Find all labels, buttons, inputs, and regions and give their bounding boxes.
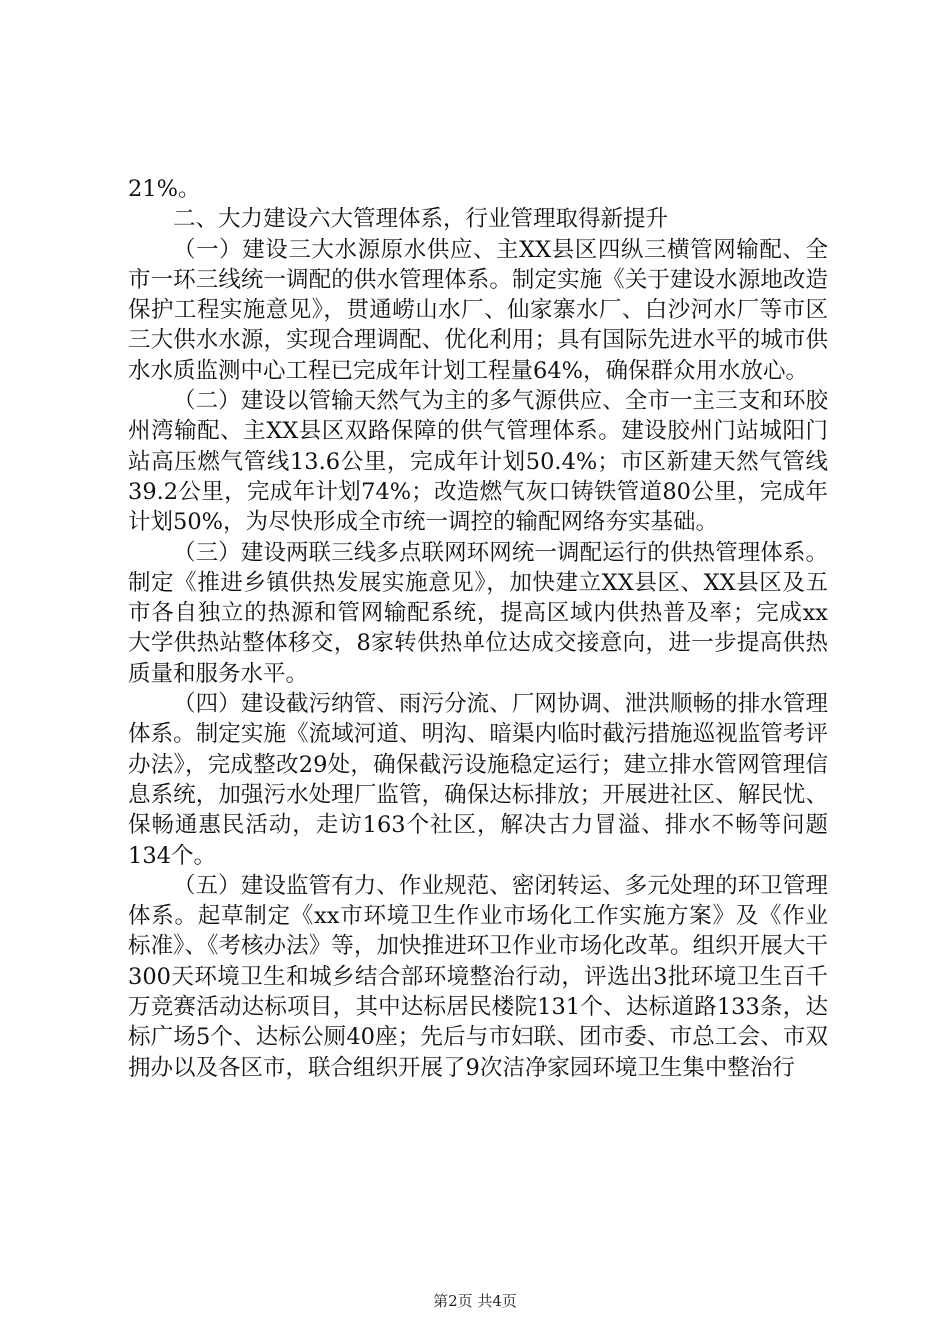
paragraph-continuation: 21%。: [128, 176, 201, 202]
paragraph-drainage: （四）建设截污纳管、雨污分流、厂网协调、泄洪顺畅的排水管理体系。制定实施《流域河道、明沟、暗渠内临时截污措施巡视监管考评办法》，完成整改29处，确保截污设施稳定运行；建立排水管网管理信息系统，加强污水处理厂监管，确保达标排放；开展进社区、解民忧、保畅通惠民活动，走访163个社区，解决古力冒溢、排水不畅等问题134个。: [128, 691, 828, 869]
paragraph-heating: （三）建设两联三线多点联网环网统一调配运行的供热管理体系。制定《推进乡镇供热发展实施意见》，加快建立XX县区、XX县区及五市各自独立的热源和管网输配系统，提高区域内供热普及率；完成xx大学供热站整体移交，8家转供热单位达成交接意向，进一步提高供热质量和服务水平。: [128, 539, 828, 687]
paragraph-sanitation: （五）建设监管有力、作业规范、密闭转运、多元处理的环卫管理体系。起草制定《xx市环境卫生作业市场化工作实施方案》及《作业标准》、《考核办法》等，加快推进环卫作业市场化改革。组织开展大干300天环境卫生和城乡结合部环境整治行动，评选出3批环境卫生百千万竞赛活动达标项目，其中达标居民楼院131个、达标道路133条，达标广场5个、达标公厕40座；先后与市妇联、团市委、市总工会、市双拥办以及各区市，联合组织开展了9次洁净家园环境卫生集中整治行: [128, 872, 828, 1081]
document-body: [128, 174, 828, 1083]
page-number: 第2页 共4页: [433, 1292, 517, 1310]
paragraph-water-supply: （一）建设三大水源原水供应、主XX县区四纵三横管网输配、全市一环三线统一调配的供水管理体系。制定实施《关于建设水源地改造保护工程实施意见》，贯通崂山水厂、仙家寨水厂、白沙河水厂等市区三大供水水源，实现合理调配、优化利用；具有国际先进水平的城市供水水质监测中心工程已完成年计划工程量64%，确保群众用水放心。: [128, 236, 828, 384]
paragraph-gas-supply: （二）建设以管输天然气为主的多气源供应、全市一主三支和环胶州湾输配、主XX县区双路保障的供气管理体系。建设胶州门站城阳门站高压燃气管线13.6公里，完成年计划50.4%；市区新建天然气管线39.2公里，完成年计划74%；改造燃气灰口铸铁管道80公里，完成年计划50%，为尽快形成全市统一调控的输配网络夯实基础。: [128, 388, 828, 536]
section-heading: 二、大力建设六大管理体系，行业管理取得新提升: [173, 206, 669, 233]
